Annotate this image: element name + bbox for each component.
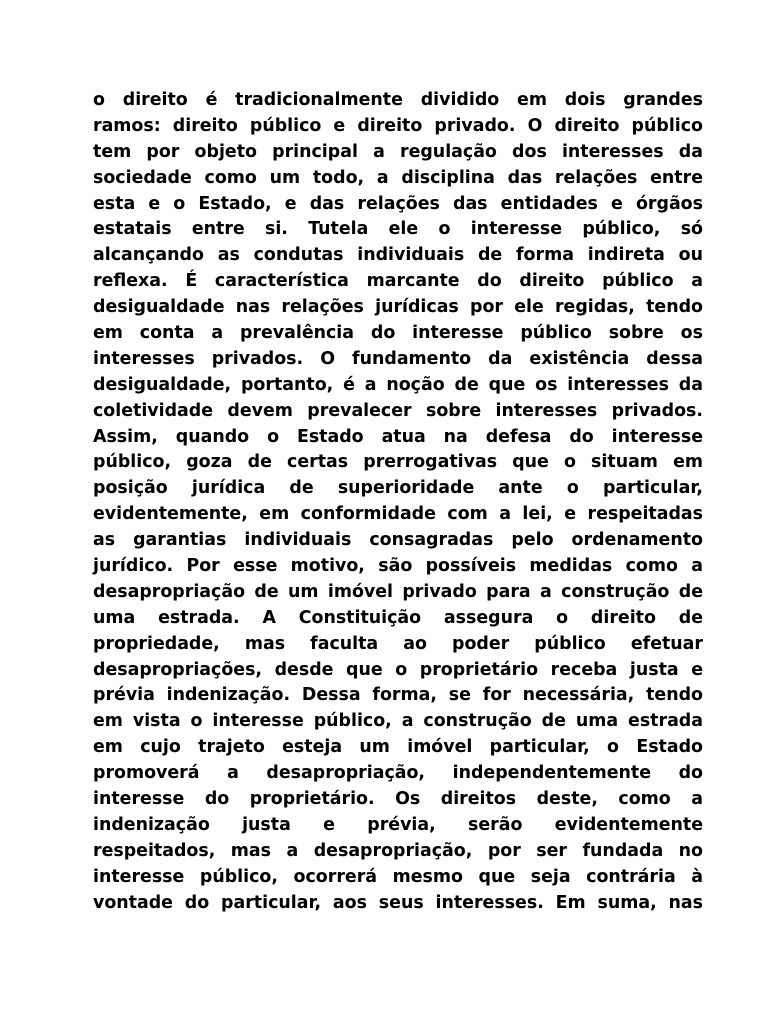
text-line: evidentemente, em conformidade com a lei, e respeitadas	[93, 504, 703, 525]
text-line: esta e o Estado, e das relações das entidades e órgãos	[93, 193, 703, 214]
text-line: vontade do particular, aos seus interesses. Em suma, nas	[93, 892, 703, 913]
text-line: desigualdade nas relações jurídicas por ele regidas, tendo	[93, 297, 703, 318]
text-line: reflexa. É característica marcante do direito público a	[93, 271, 703, 292]
text-line: em conta a prevalência do interesse público sobre os	[93, 323, 703, 344]
text-line: as garantias individuais consagradas pelo ordenamento	[93, 530, 703, 551]
text-line: promoverá a desapropriação, independentemente do	[93, 763, 703, 784]
text-line: indenização justa e prévia, serão evidentemente	[93, 814, 703, 835]
text-line: jurídico. Por esse motivo, são possíveis medidas como a	[93, 556, 703, 577]
text-line: alcançando as condutas individuais de forma indireta ou	[93, 245, 703, 266]
text-line: propriedade, mas faculta ao poder público efetuar	[93, 633, 703, 654]
text-line: público, goza de certas prerrogativas que o situam em	[93, 452, 703, 473]
text-line: em cujo trajeto esteja um imóvel particular, o Estado	[93, 737, 703, 758]
text-line: interesse público, ocorrerá mesmo que seja contrária à	[93, 866, 703, 887]
text-line: respeitados, mas a desapropriação, por ser fundada no	[93, 840, 703, 861]
text-line: interesses privados. O fundamento da existência dessa	[93, 348, 703, 369]
text-line: sociedade como um todo, a disciplina das relações entre	[93, 167, 703, 188]
text-line: desigualdade, portanto, é a noção de que os interesses da	[93, 374, 703, 395]
text-line: interesse do proprietário. Os direitos deste, como a	[93, 789, 703, 810]
text-line: coletividade devem prevalecer sobre interesses privados.	[93, 400, 703, 421]
text-line: o direito é tradicionalmente dividido em dois grandes	[93, 90, 703, 110]
text-line: estatais entre si. Tutela ele o interesse público, só	[93, 219, 703, 240]
body-text	[93, 88, 703, 917]
text-line: tem por objeto principal a regulação dos interesses da	[93, 141, 703, 162]
text-line: prévia indenização. Dessa forma, se for necessária, tendo	[93, 685, 703, 706]
text-line: posição jurídica de superioridade ante o particular,	[93, 478, 703, 499]
text-line: desapropriações, desde que o proprietário receba justa e	[93, 659, 703, 680]
text-line: uma estrada. A Constituição assegura o direito de	[93, 607, 703, 628]
text-line: ramos: direito público e direito privado. O direito público	[93, 115, 703, 136]
text-line: desapropriação de um imóvel privado para a construção de	[93, 581, 703, 602]
text-line: Assim, quando o Estado atua na defesa do interesse	[93, 426, 703, 447]
text-line: em vista o interesse público, a construção de uma estrada	[93, 711, 703, 732]
